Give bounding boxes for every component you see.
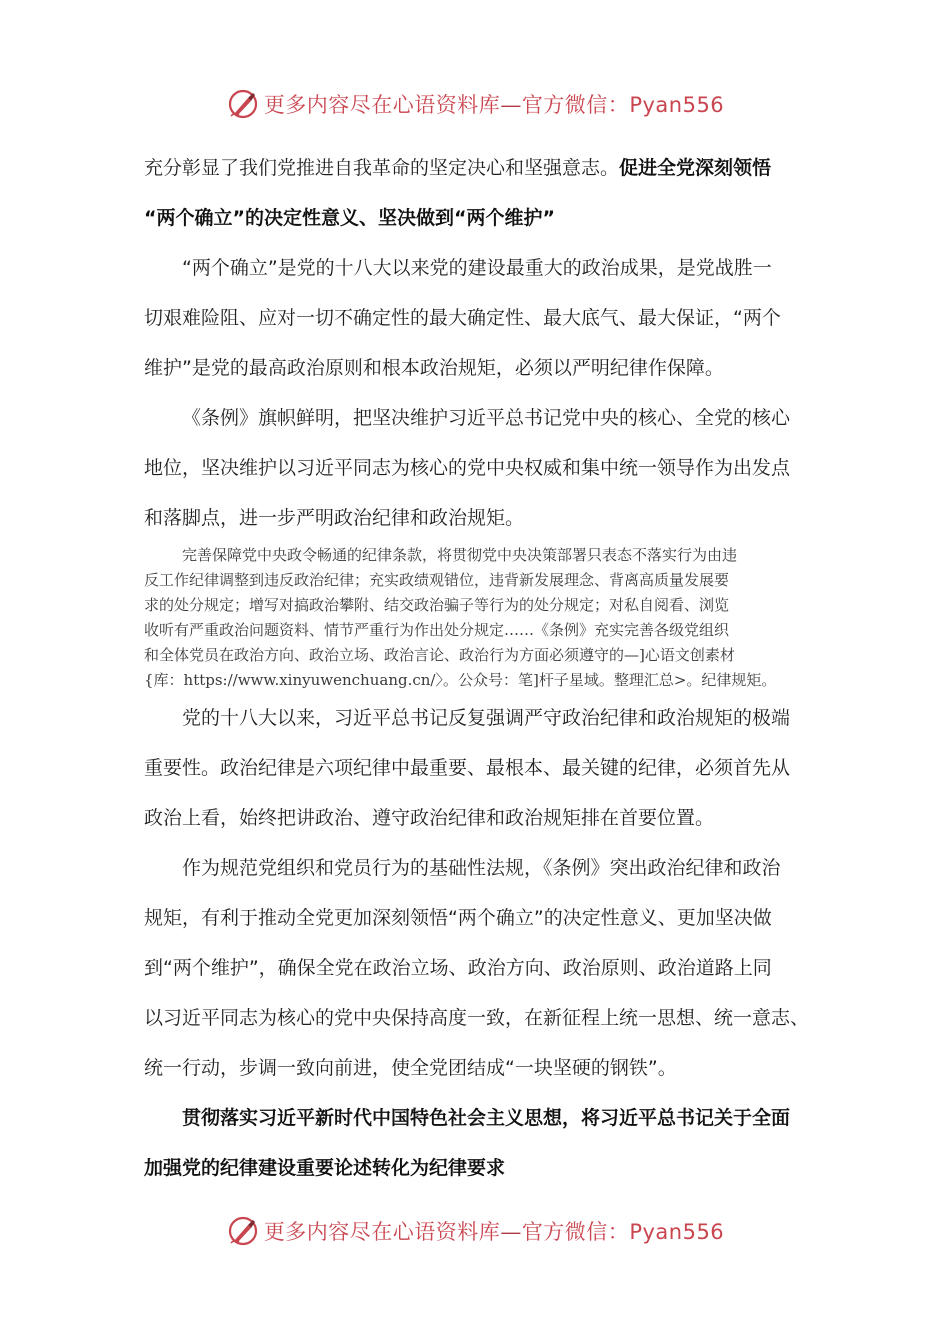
watermark-text: 更多内容尽在心语资料库—官方微信：Pyan556	[263, 1220, 725, 1244]
header-watermark	[0, 84, 950, 124]
para-line: 和落脚点，进一步严明政治纪律和政治规矩。	[144, 507, 525, 529]
small-para-line: 和全体党员在政治方向、政治立场、政治言论、政治行为方面必须遵守的—]心语文创素材	[144, 646, 735, 664]
small-para-line: 完善保障党中央政令畅通的纪律条款，将贯彻党中央决策部署只表态不落实行为由违	[182, 546, 738, 564]
heading-line: 加强党的纪律建设重要论述转化为纪律要求	[144, 1157, 506, 1179]
pen-logo-icon	[226, 87, 260, 121]
para-line: 规矩，有利于推动全党更加深刻领悟“两个确立”的决定性意义、更加坚决做	[144, 907, 772, 929]
para-line: 切艰难险阻、应对一切不确定性的最大确定性、最大底气、最大保证，“两个	[144, 307, 781, 329]
pen-logo-icon	[226, 1214, 260, 1248]
para-line: 统一行动，步调一致向前进，使全党团结成“一块坚硬的钢铁”。	[144, 1057, 677, 1079]
heading-inline: 促进全党深刻领悟	[619, 157, 772, 179]
para-line: 《条例》旗帜鲜明，把坚决维护习近平总书记党中央的核心、全党的核心	[182, 407, 791, 429]
para-line: 政治上看，始终把讲政治、遵守政治纪律和政治规矩排在首要位置。	[144, 807, 715, 829]
heading-line: “两个确立”的决定性意义、坚决做到“两个维护”	[144, 207, 555, 229]
para-line: 作为规范党组织和党员行为的基础性法规，《条例》突出政治纪律和政治	[182, 857, 781, 879]
heading-line: 贯彻落实习近平新时代中国特色社会主义思想，将习近平总书记关于全面	[182, 1107, 791, 1129]
small-para-line: 收听有严重政治问题资料、情节严重行为作出处分规定……《条例》充实完善各级党组织	[144, 621, 730, 639]
watermark-text: 更多内容尽在心语资料库—官方微信：Pyan556	[263, 93, 725, 117]
para-line: 到“两个维护”，确保全党在政治立场、政治方向、政治原则、政治道路上同	[144, 957, 772, 979]
small-para-line: 反工作纪律调整到违反政治纪律；充实政绩观错位，违背新发展理念、背离高质量发展要	[144, 571, 730, 589]
footer-watermark	[0, 1211, 950, 1251]
para-line: 党的十八大以来，习近平总书记反复强调严守政治纪律和政治规矩的极端	[182, 707, 791, 729]
para-line: 维护”是党的最高政治原则和根本政治规矩，必须以严明纪律作保障。	[144, 357, 724, 379]
small-para-line: {库：https://www.xinyuwenchuang.cn/〉。公众号：笔]杆子星域。整理汇总>。纪律规矩。	[144, 671, 777, 689]
small-para-line: 求的处分规定；增写对搞政治攀附、结交政治骗子等行为的处分规定；对私自阅看、浏览	[144, 596, 730, 614]
para-line: 地位，坚决维护以习近平同志为核心的党中央权威和集中统一领导作为出发点	[144, 457, 791, 479]
para-line: 以习近平同志为核心的党中央保持高度一致，在新征程上统一思想、统一意志、	[144, 1007, 810, 1029]
para-line: 重要性。政治纪律是六项纪律中最重要、最根本、最关键的纪律，必须首先从	[144, 757, 791, 779]
text-line-1: 充分彰显了我们党推进自我革命的坚定决心和坚强意志。促进全党深刻领悟	[144, 157, 772, 179]
para-line: “两个确立”是党的十八大以来党的建设最重大的政治成果，是党战胜一	[182, 257, 772, 279]
